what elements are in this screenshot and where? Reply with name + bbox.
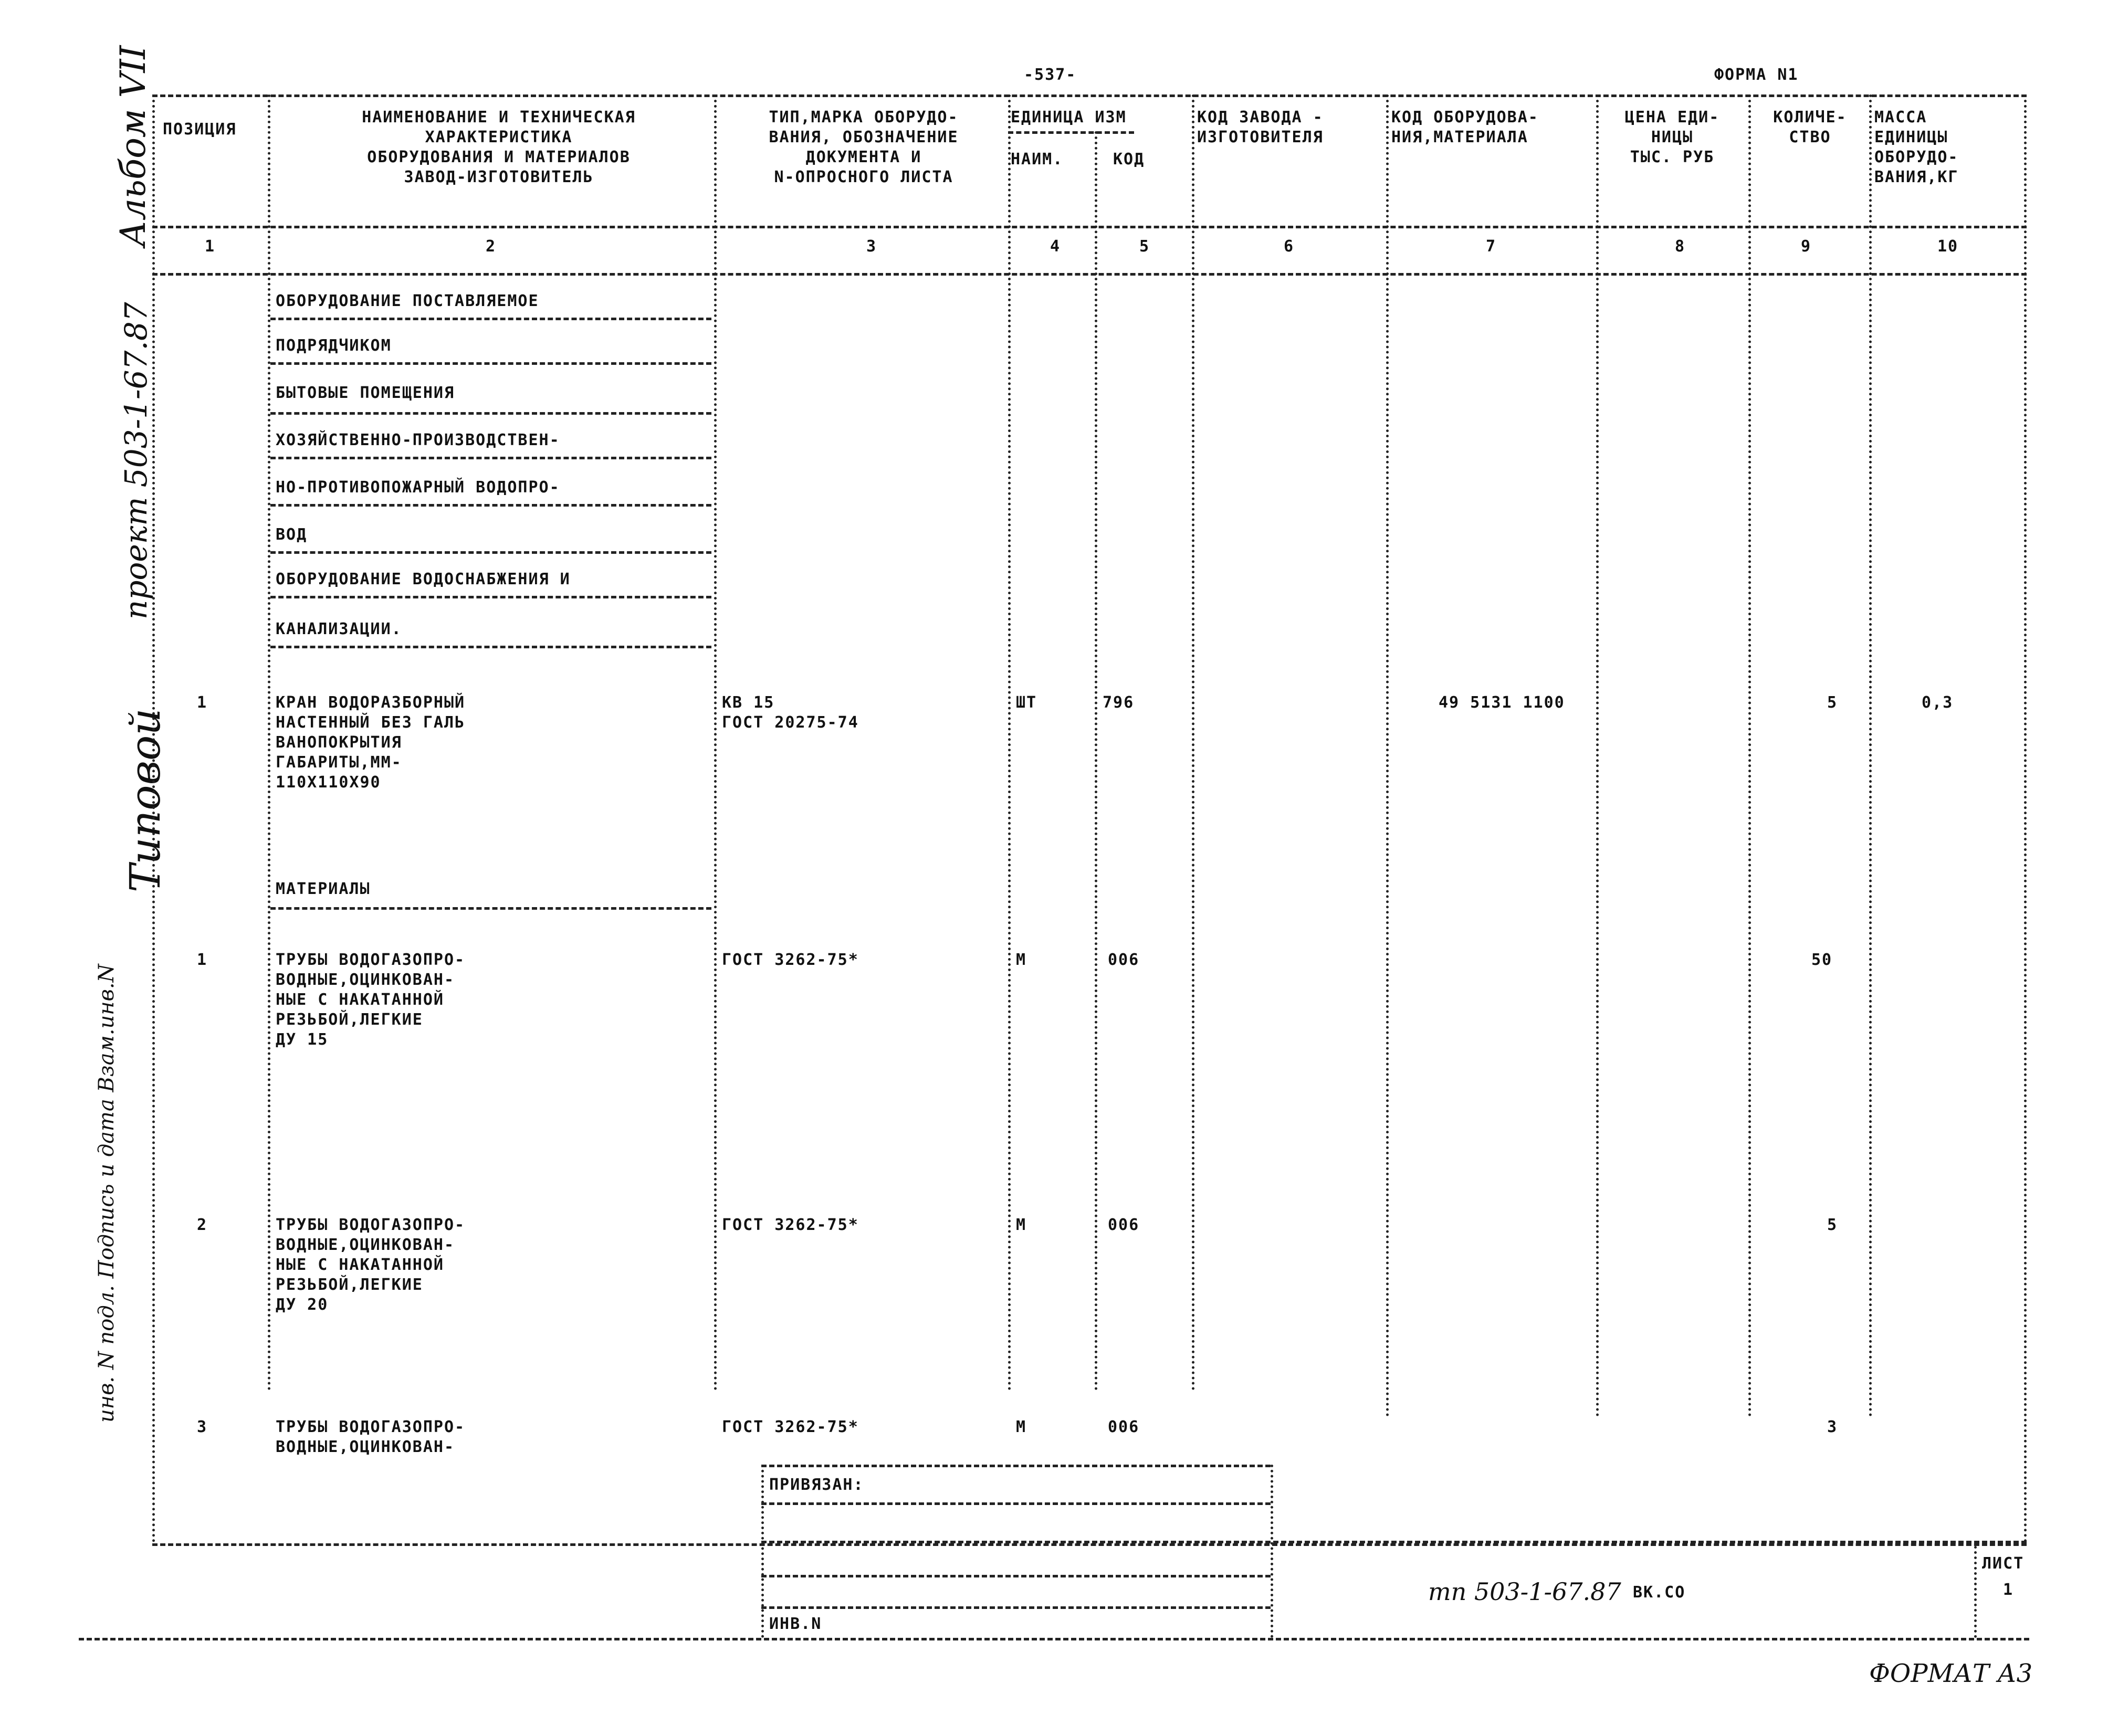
material-unit-code: 006 <box>1108 1216 1140 1234</box>
stamp-doc-suffix: ВК.СО <box>1633 1583 1686 1602</box>
col-sep-0 <box>152 94 155 1543</box>
col-sep-3 <box>1008 94 1011 1391</box>
stamp-sep <box>1974 1541 1977 1638</box>
section-rule <box>270 504 711 507</box>
stamp-top-rule <box>761 1465 1271 1467</box>
material-position: 2 <box>197 1216 208 1234</box>
col-sep-4 <box>1095 131 1097 1391</box>
header-unit-group: ЕДИНИЦА ИЗМ <box>1011 108 1127 127</box>
section-row: ВОД <box>276 525 308 544</box>
material-name: ТРУБЫ ВОДОГАЗОПРО- ВОДНЫЕ,ОЦИНКОВАН- НЫЕ С НАКАТАННОЙ РЕЗЬБОЙ,ЛЕГКИЕ ДУ 20 <box>276 1216 466 1314</box>
page-number: -537- <box>1024 66 1077 84</box>
colnum-6: 6 <box>1284 237 1295 256</box>
material-unit: М <box>1016 951 1027 969</box>
colnum-1: 1 <box>205 237 216 256</box>
colnum-8: 8 <box>1675 237 1686 256</box>
table-bottom-rule <box>152 1543 2027 1546</box>
side-stamps: инв. N подл. Подпись и дата Взам.инв.N <box>95 964 119 1423</box>
header-material-code: КОД ОБОРУДОВА- НИЯ,МАТЕРИАЛА <box>1391 108 1539 146</box>
material-quantity: 5 <box>1827 1216 1838 1234</box>
header-factory-code: КОД ЗАВОДА - ИЗГОТОВИТЕЛЯ <box>1197 108 1324 146</box>
header-mass: МАССА ЕДИНИЦЫ ОБОРУДО- ВАНИЯ,КГ <box>1874 108 1959 186</box>
stamp-sep <box>761 1465 764 1638</box>
item-mass: 0,3 <box>1922 693 1954 712</box>
stamp-rule <box>761 1575 1271 1577</box>
unit-group-rule <box>1008 131 1134 134</box>
section-row: ХОЗЯЙСТВЕННО-ПРОИЗВОДСТВЕН- <box>276 431 560 449</box>
section-row: ОБОРУДОВАНИЕ ВОДОСНАБЖЕНИЯ И <box>276 570 571 588</box>
header-quantity: КОЛИЧЕ- СТВО <box>1773 108 1847 146</box>
material-position: 3 <box>197 1418 208 1436</box>
material-unit: М <box>1016 1216 1027 1234</box>
material-unit: М <box>1016 1418 1027 1436</box>
colnum-10: 10 <box>1937 237 1959 256</box>
material-unit-code: 006 <box>1108 1418 1140 1436</box>
item-name: КРАН ВОДОРАЗБОРНЫЙ НАСТЕННЫЙ БЕЗ ГАЛЬ ВАНОПОКРЫТИЯ ГАБАРИТЫ,ММ- 110X110X90 <box>276 693 466 792</box>
material-name: ТРУБЫ ВОДОГАЗОПРО- ВОДНЫЕ,ОЦИНКОВАН- <box>276 1418 466 1456</box>
item-position: 1 <box>197 693 208 712</box>
col-sep-2 <box>714 94 717 1391</box>
material-quantity: 50 <box>1811 951 1833 969</box>
section-row: НО-ПРОТИВОПОЖАРНЫЙ ВОДОПРО- <box>276 478 560 497</box>
item-unit-code: 796 <box>1103 693 1135 712</box>
format-label: ФОРМАТ А3 <box>1869 1659 2033 1688</box>
stamp-inv-label: ИНВ.N <box>769 1615 822 1633</box>
stamp-attached-label: ПРИВЯЗАН: <box>769 1476 864 1494</box>
section-rule <box>270 362 711 365</box>
material-position: 1 <box>197 951 208 969</box>
stamp-rule <box>761 1502 1271 1505</box>
header-rule <box>152 226 2027 228</box>
section-row: ПОДРЯДЧИКОМ <box>276 336 392 355</box>
col-sep-6 <box>1386 94 1389 1417</box>
colnum-4: 4 <box>1050 237 1061 256</box>
material-unit-code: 006 <box>1108 951 1140 969</box>
header-unit-code: КОД <box>1113 150 1145 169</box>
project-label: проект 503-1-67.87 <box>118 302 154 619</box>
material-type: ГОСТ 3262-75* <box>722 1418 859 1436</box>
header-unit-name: НАИМ. <box>1011 150 1064 169</box>
section-rule <box>270 412 711 415</box>
item-type: КВ 15 ГОСТ 20275-74 <box>722 693 859 732</box>
colnum-5: 5 <box>1139 237 1150 256</box>
materials-label: МАТЕРИАЛЫ <box>276 880 371 898</box>
section-row: ОБОРУДОВАНИЕ ПОСТАВЛЯЕМОЕ <box>276 292 539 310</box>
header-name: НАИМЕНОВАНИЕ И ТЕХНИЧЕСКАЯ ХАРАКТЕРИСТИКА ОБОРУДОВАНИЯ И МАТЕРИАЛОВ ЗАВОД-ИЗГОТОВИТЕЛЬ <box>362 108 636 186</box>
page-bottom-rule <box>79 1638 2029 1640</box>
material-name: ТРУБЫ ВОДОГАЗОПРО- ВОДНЫЕ,ОЦИНКОВАН- НЫЕ С НАКАТАННОЙ РЕЗЬБОЙ,ЛЕГКИЕ ДУ 15 <box>276 951 466 1049</box>
header-price: ЦЕНА ЕДИ- НИЦЫ ТЫС. РУБ <box>1624 108 1720 166</box>
header-type: ТИП,МАРКА ОБОРУДО- ВАНИЯ, ОБОЗНАЧЕНИЕ ДОКУМЕНТА И N-ОПРОСНОГО ЛИСТА <box>769 108 959 186</box>
section-row: КАНАЛИЗАЦИИ. <box>276 620 402 638</box>
material-quantity: 3 <box>1827 1418 1838 1436</box>
colnum-7: 7 <box>1486 237 1497 256</box>
col-sep-9 <box>1869 94 1872 1417</box>
section-row: БЫТОВЫЕ ПОМЕЩЕНИЯ <box>276 384 455 402</box>
item-unit: ШТ <box>1016 693 1037 712</box>
section-rule <box>270 457 711 459</box>
section-rule <box>270 646 711 648</box>
material-type: ГОСТ 3262-75* <box>722 951 859 969</box>
section-rule <box>270 596 711 598</box>
colnum-rule <box>152 273 2027 276</box>
col-sep-7 <box>1596 94 1599 1417</box>
col-sep-1 <box>268 94 270 1391</box>
header-position: ПОЗИЦИЯ <box>163 120 237 139</box>
colnum-3: 3 <box>866 237 877 256</box>
colnum-2: 2 <box>486 237 497 256</box>
section-rule <box>270 551 711 554</box>
materials-rule <box>270 907 711 910</box>
stamp-sheet-number: 1 <box>2003 1581 2014 1599</box>
typical-label: Типовой <box>121 708 170 892</box>
stamp-doc-code: тп 503-1-67.87 <box>1428 1577 1621 1606</box>
col-sep-8 <box>1748 94 1751 1417</box>
form-label: ФОРМА N1 <box>1714 66 1799 84</box>
section-rule <box>270 318 711 320</box>
stamp-sheet-label: ЛИСТ <box>1982 1554 2025 1573</box>
item-quantity: 5 <box>1827 693 1838 712</box>
album-label: Альбом VII <box>113 45 153 247</box>
stamp-rule <box>761 1606 1271 1609</box>
item-material-code: 49 5131 1100 <box>1439 693 1565 712</box>
stamp-sep <box>1271 1465 1273 1638</box>
col-sep-5 <box>1192 94 1194 1391</box>
stamp-rule <box>761 1541 2027 1543</box>
table-top-rule <box>152 94 2027 97</box>
col-sep-10 <box>2024 94 2027 1543</box>
material-type: ГОСТ 3262-75* <box>722 1216 859 1234</box>
colnum-9: 9 <box>1801 237 1812 256</box>
